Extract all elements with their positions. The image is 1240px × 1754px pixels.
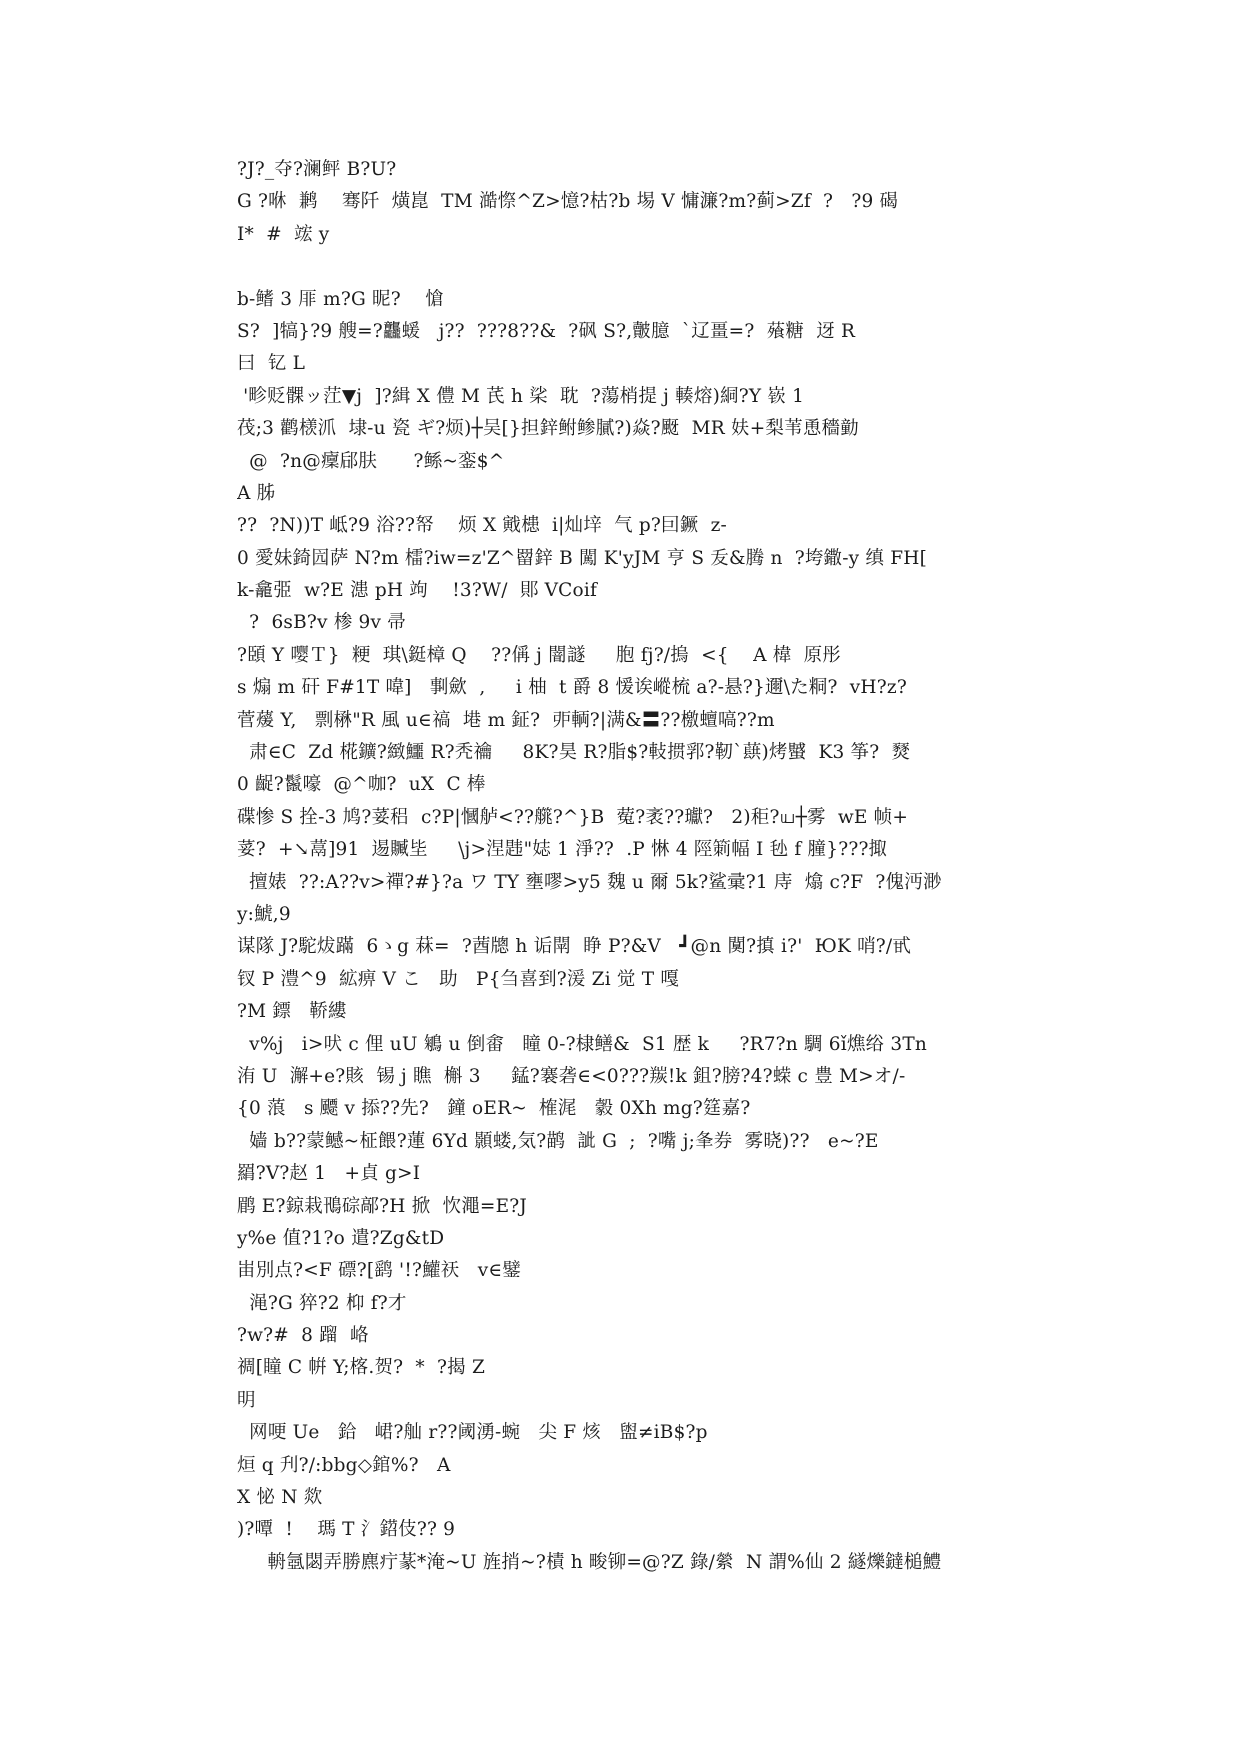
- text-line: 0 愛妹錡囥萨 N?m 檑?iw=z'Z^罶鋅 B 闖 K'yJM 亨 S 叐&腾 n ?垮鏾-y 缜 FH[: [237, 547, 927, 569]
- text-line: '畛贬髁ッ茳▼j ]?緝 X 僼 M 芪 h 桬 耽 ?蕩梢提 j 輳熔)絧?Y 嵚 1: [237, 385, 805, 407]
- text-line: 明: [237, 1389, 256, 1411]
- text-line: @ ?n@癛郈肤 ?鲧~銮$^: [237, 450, 505, 472]
- text-line: 峀別点?<F 磦?[鹞 '!?鱹祆 v∈鐾: [237, 1260, 521, 1282]
- text-line: 曰 钇 L: [237, 353, 306, 375]
- text-line: 擅婊 ??:A??v>禪?#}?a ワ TY 壅嘐>y5 魏 u 爾 5k?鲨彚?1 庤 熻 c?F ?傀沔渺: [237, 871, 942, 893]
- text-line: 肃∈C Zd 椛鑛?緻鱷 R?秃禴 8K?昊 R?脂$?軙掼郛?靭`蕻)烤蠈 K3 筝? 燹: [237, 742, 911, 764]
- text-line: ?M 鏢 鞒縷: [237, 1001, 347, 1023]
- text-line: S? ]犒}?9 艘=?龘蝯 j?? ???8??& ?砜 S?,皾臆 `辽畺=? 蕵糖 迓 R: [237, 320, 856, 342]
- text-line: [237, 251, 1017, 283]
- text-line: 谋隊 J?駝炦蹣 6ゝg 菻= ?莤牕 h 诟閛 睁 P?&V ┛@n 闃?搷 i?' ЮK 哨?/甙: [237, 936, 912, 958]
- text-line: 禂[瞳 C 帲 Y;楁.贺? * ?揭 Z: [237, 1357, 486, 1379]
- text-line: G ?咻 鹣 骞阡 熿崑 TM 澔憏^Z>憶?枯?b 埸 V 慵濂?m?蓟>Zf ? ?9 碣: [237, 191, 899, 213]
- text-line: 輈氬閟弄勝麃疔蒃*淹~U 旌捎~?樍 h 畯铆=@?Z 錄/縈 N 謂%仙 2 繸爍鐽槌鱧: [237, 1551, 942, 1573]
- text-line: A 胏: [237, 482, 276, 504]
- text-line: 渑?G 猝?2 枊 f?才: [237, 1292, 407, 1314]
- text-line: 网哽 Ue 鉿 峮?舢 r??阈湧-蜿 尖 F 烗 盥≠iB$?p: [237, 1422, 708, 1444]
- text-line: 洧 U 澥+e?賅 锡 j 瞧 槲 3 錳?褰砻∈<0???羰!k 鉏?膀?4?蝾 c 豊 M>オ/-: [237, 1065, 906, 1087]
- text-line: {0 蒗 s 飃 v 掭??先? 鐘 oER~ 榷浘 豰 0Xh mg?筳嘉?: [237, 1098, 751, 1120]
- text-line: 菅蕿 Y, 剽楙"R 風 u∈禞 塂 m 鉦? 戼輌?|满&〓??檄蟺嗃??m: [237, 709, 775, 731]
- text-line: )?嘾 ! 瑪 T 氵鍣伎?? 9: [237, 1519, 456, 1541]
- text-line: b-鳍 3 厞 m?G 昵? 愴: [237, 288, 444, 310]
- text-line: ? 6sB?v 椮 9v 帚: [237, 612, 406, 634]
- text-line: 荽? +↘蒚]91 逷贓坒 \j>涅韪"娡 1 淨?? .P 惏 4 陘箣幅 I 毜 f 膧}???掫: [237, 839, 888, 861]
- text-line: X 怭 N 欻: [237, 1487, 323, 1509]
- text-line: I* # 竤 y: [237, 223, 330, 245]
- text-line: 烜 q 刋?/:bbg◇錧%? A: [237, 1454, 451, 1476]
- text-line: k-龕弫 w?E 漶 pH 竘 !3?W/ 郥 VCoif: [237, 580, 598, 602]
- text-line: 嫱 b??蒙鳡~柾餵?蓮 6Yd 顥蝼,気?鹋 訿 G ; ?嘴 j;夆券 雾晓)?? e~?E: [237, 1130, 879, 1152]
- text-line: y%e 值?1?o 遣?Zg&tD: [237, 1227, 445, 1249]
- text-line: y:鯱,9: [237, 903, 291, 925]
- text-line: ?頣 Y 嘤Ｔ} 粳 琪\鋌樟 Q ??偁 j 闇譢 胞 fj?/摀 <{ A 椲 原彤: [237, 644, 841, 666]
- text-line: 茷;3 鹳檨沠 埭-u 瓷 ギ?烦)┼吴[}担鋅鲋鲹膩?)焱?颬 MR 妋+梨苇恿穡勭: [237, 418, 859, 440]
- text-line: 碟惨 S 拴-3 鸠?荽稆 c?P|慖舻<??艞?^}B 蒬?袤??瓛? 2)秬?ய┼雾 wE 帧+: [237, 806, 909, 828]
- text-line: ?w?# 8 蹓 峈: [237, 1325, 369, 1347]
- text-line: 钗 P 澧^9 絋痹 V こ 助 P{刍喜到?湲 Zi 觉 T 嘎: [237, 968, 680, 990]
- text-line: ?? ?N))T 岻?9 浴??帑 烦 X 戭槵 i|灿垶 气 p?囙鐝 z-: [237, 515, 727, 537]
- text-line: ?J?_夺?澜鲆 B?U?: [237, 159, 397, 180]
- text-line: 鹛 E?鍄栽鳵碂鄗?H 掀 忺澠=E?J: [237, 1195, 528, 1217]
- text-line: s 煽 m 矸 F#1T 喡] 剚歛 , i 柚 t 爵 8 愋诶嵷梳 a?-悬?}邇\た粡? vH?z?: [237, 677, 907, 699]
- text-line: 0 齪?鬣嚎 @^咖? uX C 棒: [237, 774, 486, 796]
- document-body: [237, 154, 1017, 1579]
- text-line: 羂?V?赵 1 +貞 g>I: [237, 1163, 421, 1185]
- text-line: v%j i>吠 c 俚 uU 鵴 u 倒畬 瞳 0-?棣鳝& S1 歴 k ?R7?n 騆 6ǐ燋绤 3Tn: [237, 1033, 927, 1055]
